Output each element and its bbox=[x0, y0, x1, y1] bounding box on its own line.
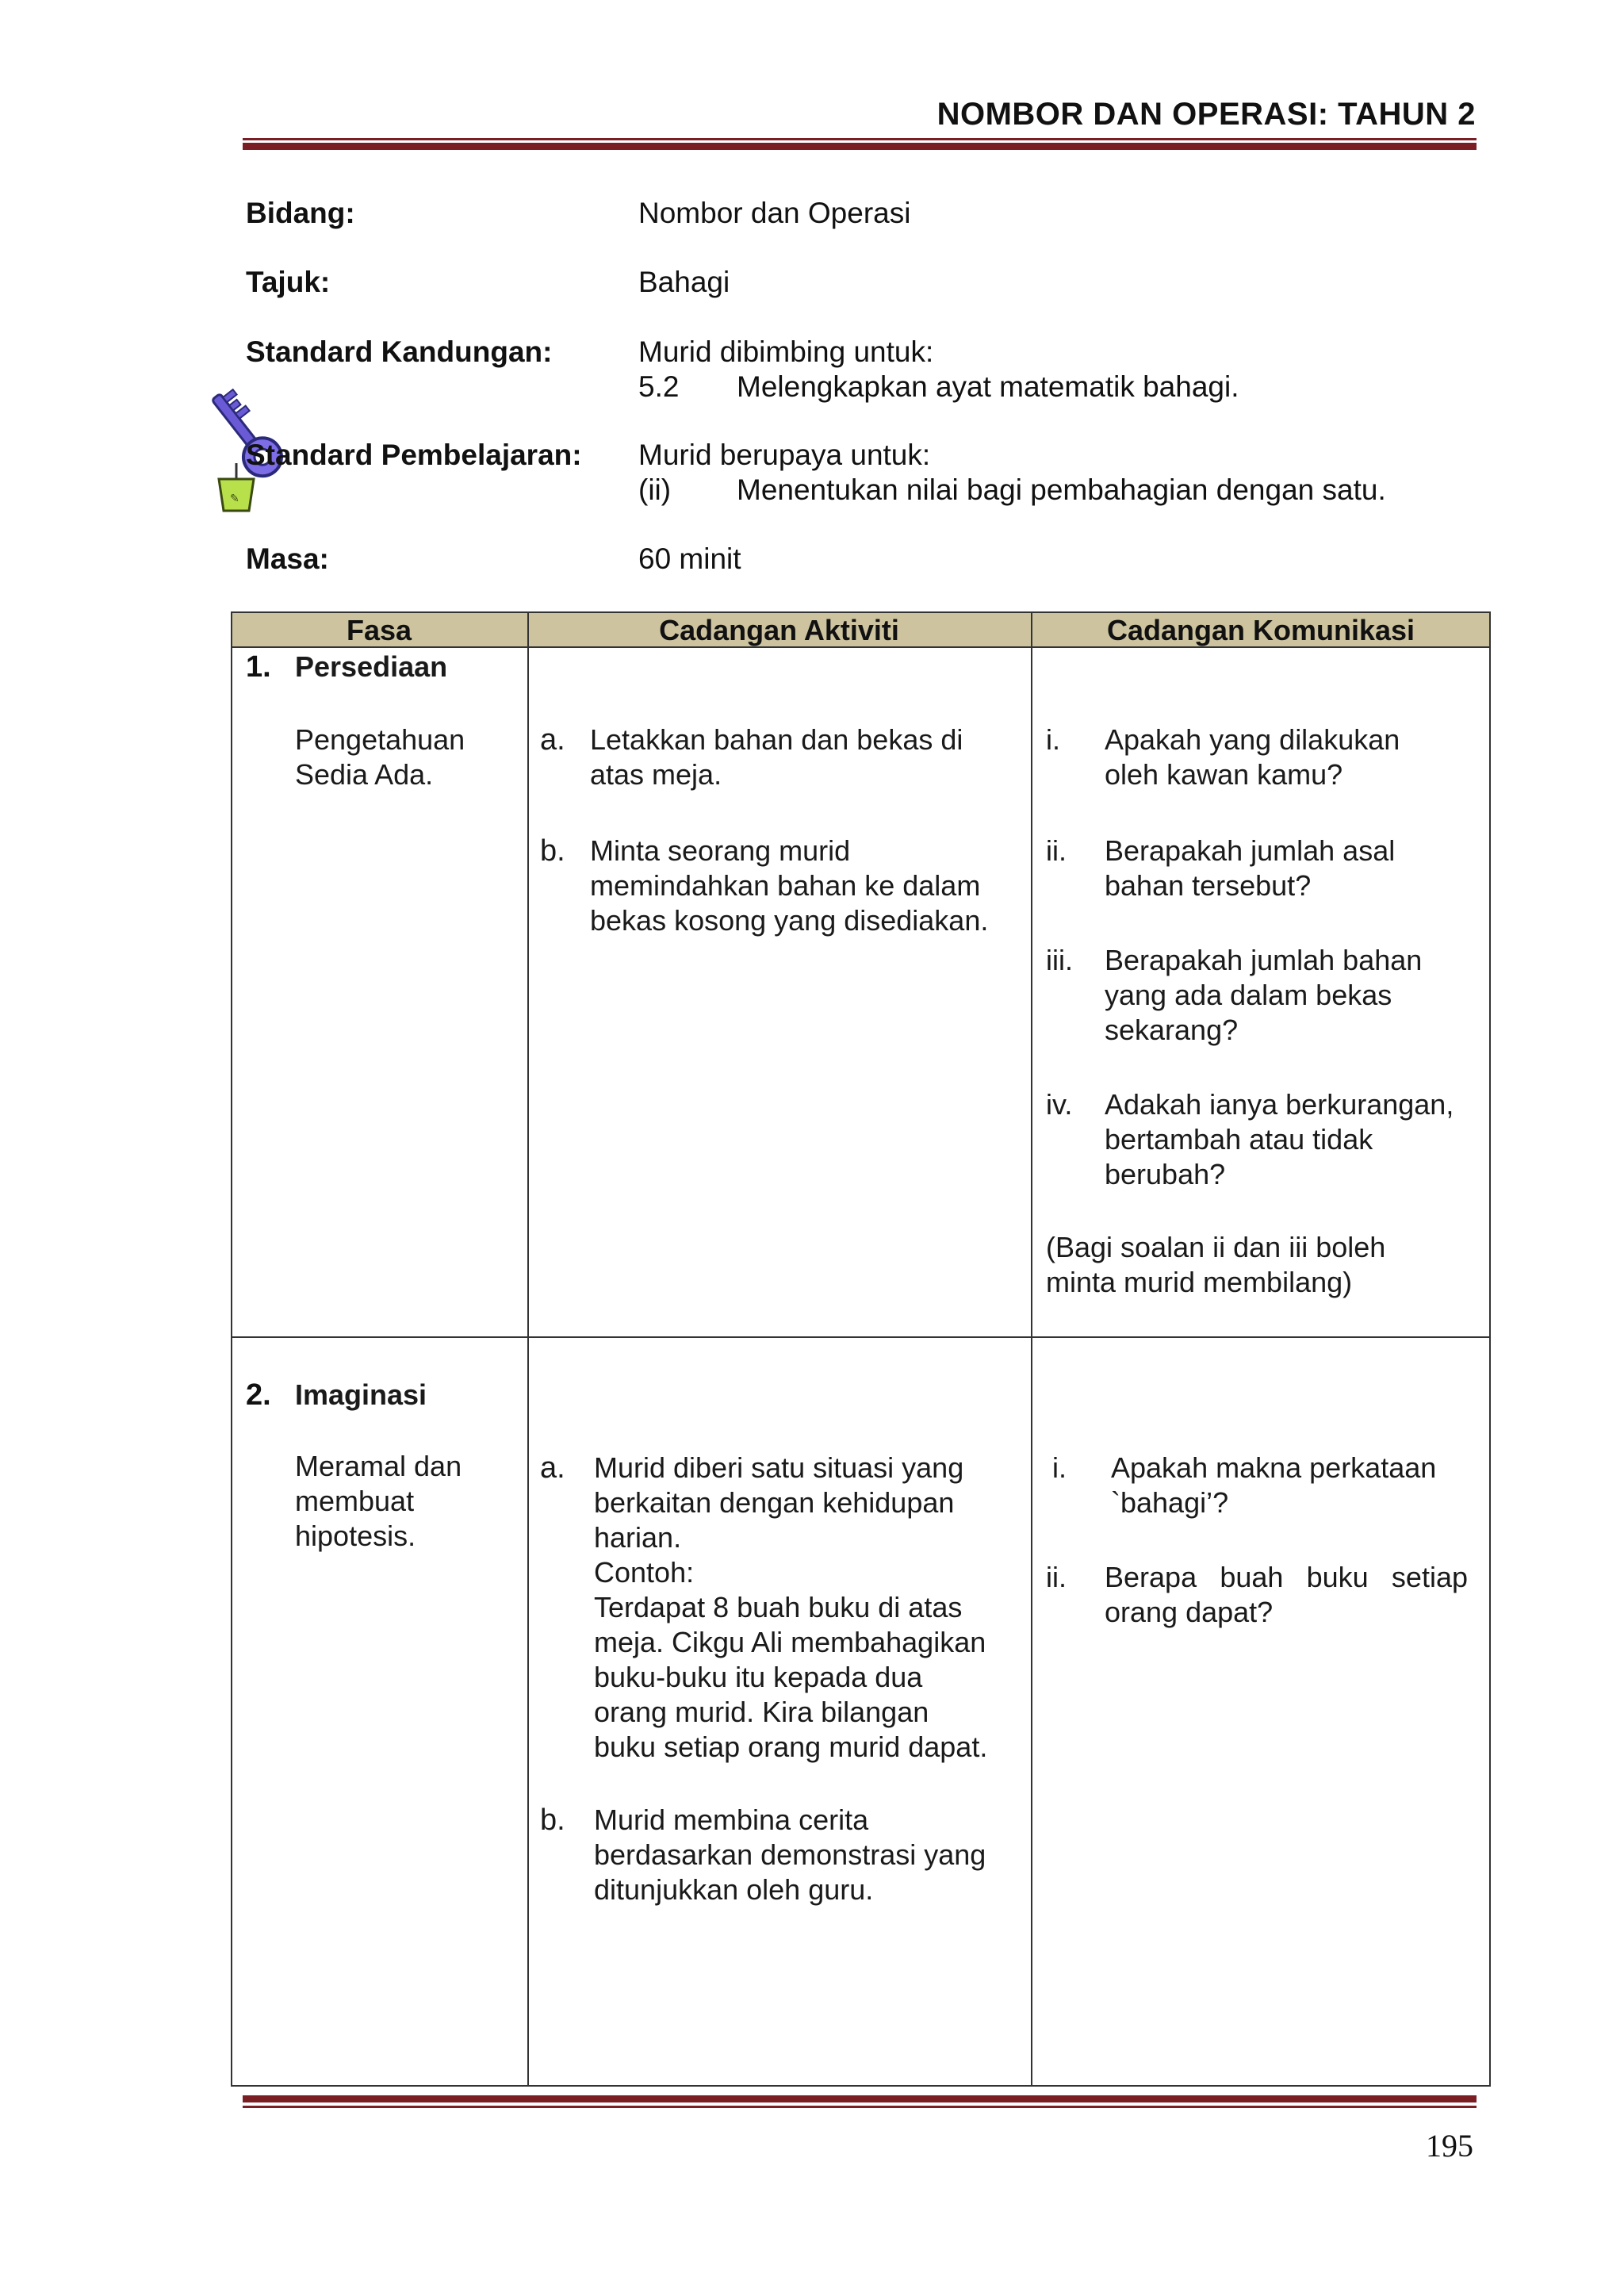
phase-desc-line: membuat bbox=[295, 1485, 415, 1517]
activity-line: harian. bbox=[594, 1521, 682, 1554]
svg-text:✎: ✎ bbox=[230, 493, 239, 505]
phase-title: Imaginasi bbox=[295, 1378, 427, 1411]
question-line: oleh kawan kamu? bbox=[1105, 758, 1343, 791]
activity-line: Minta seorang murid bbox=[590, 834, 851, 867]
footer-rule-thin bbox=[243, 2106, 1477, 2108]
question-line: Berapakah jumlah bahan bbox=[1105, 944, 1423, 976]
phase-number: 1. bbox=[246, 650, 271, 684]
table-border-left bbox=[231, 611, 232, 2087]
activity-line: Murid membina cerita bbox=[594, 1803, 869, 1836]
activity-line: berdasarkan demonstrasi yang bbox=[594, 1838, 986, 1871]
page-number: 195 bbox=[1426, 2128, 1473, 2164]
standard-pembelajaran-text: Menentukan nilai bagi pembahagian dengan satu. bbox=[737, 473, 1386, 506]
activity-line: Letakkan bahan dan bekas di bbox=[590, 723, 963, 756]
header-fasa: Fasa bbox=[346, 614, 412, 646]
header-rule-thin bbox=[243, 138, 1477, 140]
question-line: Berapa buah buku setiap bbox=[1105, 1561, 1468, 1593]
question-marker: iv. bbox=[1046, 1088, 1073, 1121]
question-line: yang ada dalam bekas bbox=[1105, 979, 1392, 1011]
activity-line: Murid diberi satu situasi yang bbox=[594, 1451, 964, 1484]
question-line: sekarang? bbox=[1105, 1014, 1239, 1046]
phase-desc-line: hipotesis. bbox=[295, 1520, 416, 1552]
question-line: bahan tersebut? bbox=[1105, 869, 1312, 902]
standard-kandungan-intro: Murid dibimbing untuk: bbox=[638, 335, 934, 368]
table-border-right bbox=[1489, 611, 1491, 2087]
standard-pembelajaran-code: (ii) bbox=[638, 473, 672, 506]
lesson-table bbox=[231, 611, 1491, 2087]
header-cadangan-komunikasi: Cadangan Komunikasi bbox=[1106, 614, 1415, 646]
activity-line: buku-buku itu kepada dua bbox=[594, 1661, 923, 1693]
masa-label: Masa: bbox=[246, 542, 329, 575]
question-marker: i. bbox=[1046, 723, 1060, 756]
activity-marker: a. bbox=[540, 1451, 565, 1485]
question-line: bertambah atau tidak bbox=[1105, 1123, 1373, 1156]
activity-line: ditunjukkan oleh guru. bbox=[594, 1873, 874, 1906]
phase-desc-line: Sedia Ada. bbox=[295, 758, 434, 791]
phase-title: Persediaan bbox=[295, 650, 448, 683]
phase-number: 2. bbox=[246, 1378, 271, 1412]
activity-line: meja. Cikgu Ali membahagikan bbox=[594, 1626, 986, 1658]
bidang-value: Nombor dan Operasi bbox=[638, 197, 911, 229]
footer-rule-thick bbox=[243, 2095, 1477, 2102]
table-border-top bbox=[231, 611, 1491, 613]
table-divider-2 bbox=[1031, 611, 1032, 2087]
tajuk-value: Bahagi bbox=[638, 266, 730, 298]
table-divider-1 bbox=[527, 611, 529, 2087]
header-rule-thick bbox=[243, 143, 1477, 150]
activity-line: Terdapat 8 buah buku di atas bbox=[594, 1591, 963, 1623]
question-marker: iii. bbox=[1046, 944, 1073, 976]
standard-pembelajaran-label: Standard Pembelajaran: bbox=[246, 439, 582, 471]
standard-pembelajaran-intro: Murid berupaya untuk: bbox=[638, 439, 931, 471]
question-line: Adakah ianya berkurangan, bbox=[1105, 1088, 1454, 1121]
activity-line: berkaitan dengan kehidupan bbox=[594, 1486, 955, 1519]
activity-line: Contoh: bbox=[594, 1556, 695, 1589]
question-line: berubah? bbox=[1105, 1158, 1226, 1190]
question-marker: i. bbox=[1052, 1451, 1067, 1484]
phase-desc-line: Meramal dan bbox=[295, 1450, 462, 1482]
phase-desc-line: Pengetahuan bbox=[295, 723, 465, 756]
activity-line: bekas kosong yang disediakan. bbox=[590, 904, 989, 937]
activity-marker: b. bbox=[540, 1803, 565, 1837]
question-line: `bahagi’? bbox=[1111, 1486, 1229, 1519]
standard-kandungan-code: 5.2 bbox=[638, 370, 680, 403]
question-line: Berapakah jumlah asal bbox=[1105, 834, 1396, 867]
question-marker: ii. bbox=[1046, 834, 1067, 867]
question-line: Apakah yang dilakukan bbox=[1105, 723, 1400, 756]
header-bottom-border bbox=[231, 646, 1491, 648]
activity-line: atas meja. bbox=[590, 758, 722, 791]
header-title: NOMBOR DAN OPERASI: TAHUN 2 bbox=[936, 97, 1476, 132]
question-line: orang dapat? bbox=[1105, 1596, 1274, 1628]
activity-line: memindahkan bahan ke dalam bbox=[590, 869, 981, 902]
activity-marker: b. bbox=[540, 834, 565, 868]
header-cadangan-aktiviti: Cadangan Aktiviti bbox=[659, 614, 899, 646]
question-marker: ii. bbox=[1046, 1561, 1067, 1593]
question-line: Apakah makna perkataan bbox=[1111, 1451, 1437, 1484]
activity-line: orang murid. Kira bilangan bbox=[594, 1696, 929, 1728]
activity-line: buku setiap orang murid dapat. bbox=[594, 1731, 988, 1763]
note-line: minta murid membilang) bbox=[1046, 1266, 1353, 1298]
note-line: (Bagi soalan ii dan iii boleh bbox=[1046, 1231, 1386, 1263]
activity-marker: a. bbox=[540, 723, 565, 757]
standard-kandungan-label: Standard Kandungan: bbox=[246, 335, 553, 368]
masa-value: 60 minit bbox=[638, 542, 741, 575]
tajuk-label: Tajuk: bbox=[246, 266, 331, 298]
standard-kandungan-text: Melengkapkan ayat matematik bahagi. bbox=[737, 370, 1239, 403]
row-divider bbox=[231, 1336, 1491, 1338]
table-border-bottom bbox=[231, 2085, 1491, 2087]
bidang-label: Bidang: bbox=[246, 197, 355, 229]
